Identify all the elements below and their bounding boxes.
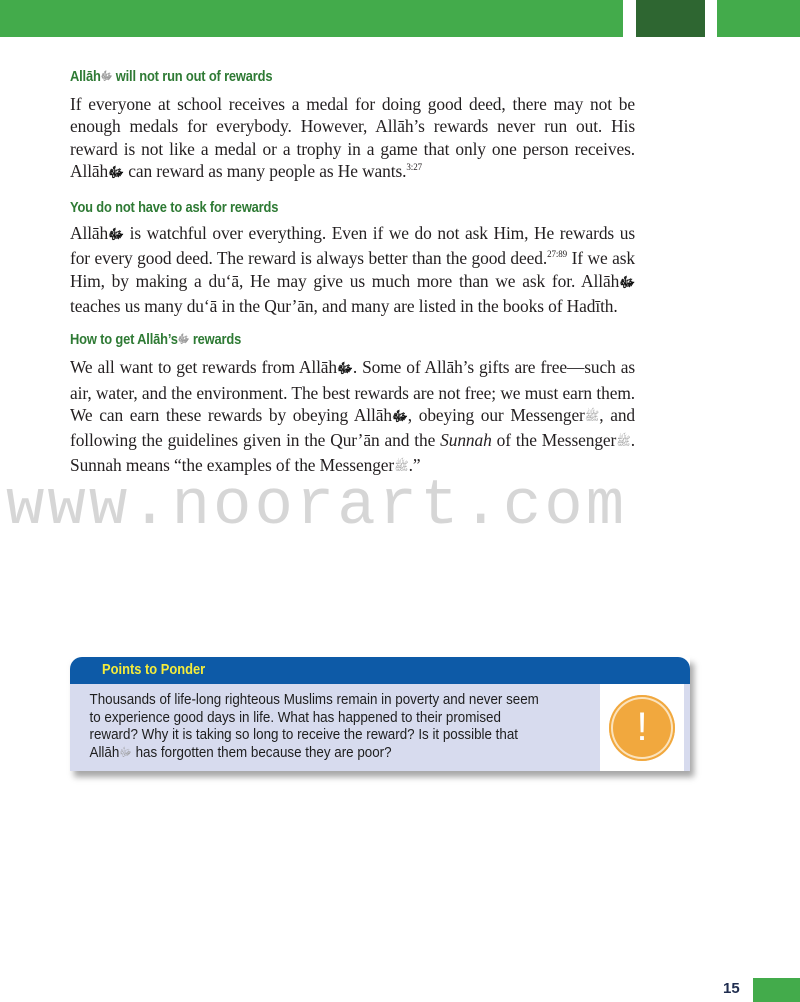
ponder-title: Points to Ponder xyxy=(102,661,206,678)
messenger-honorific-icon: ﷺ xyxy=(394,458,409,473)
section-no-need-to-ask xyxy=(70,199,635,317)
paragraph-text: , obeying our Messenger xyxy=(407,404,585,425)
heading-text: rewards xyxy=(189,331,242,349)
section-heading xyxy=(70,68,556,87)
ponder-body xyxy=(70,684,690,771)
paragraph-text: . Sunnah means “the examples of the Messenger xyxy=(70,430,635,475)
honorific-icon: ﷻ xyxy=(100,69,113,83)
exclamation-icon: ! xyxy=(609,695,675,761)
header-bar-left xyxy=(0,0,623,37)
paragraph-text: . Some of Allāh’s gifts are free—such as air, water, and the environment. The best rewards are not free; we must earn them. We can earn these rewards by obeying Allāh xyxy=(70,357,635,425)
honorific-icon: ﷻ xyxy=(108,228,124,244)
honorific-icon: ﷻ xyxy=(391,409,408,425)
main-content xyxy=(70,68,635,492)
honorific-icon: ﷻ xyxy=(108,165,124,181)
page-tab xyxy=(753,978,800,1002)
heading-text: How to get Allāh’s xyxy=(70,331,178,349)
header-bar-right xyxy=(717,0,800,37)
ponder-icon-panel xyxy=(600,684,684,771)
points-to-ponder-box xyxy=(70,657,690,771)
page-number: 15 xyxy=(723,980,740,997)
messenger-honorific-icon: ﷺ xyxy=(584,408,600,423)
section-paragraph xyxy=(70,93,635,185)
ponder-header xyxy=(70,657,690,684)
header-bar-accent xyxy=(636,0,705,37)
messenger-honorific-icon: ﷺ xyxy=(616,434,631,449)
section-heading: You do not have to ask for rewards xyxy=(70,199,279,217)
heading-text: will not run out of rewards xyxy=(112,68,273,85)
section-paragraph xyxy=(70,222,635,317)
watermark: www.noorart.com xyxy=(6,471,628,543)
honorific-icon: ﷻ xyxy=(177,332,190,347)
paragraph-text: is watchful over everything. Even if we do not ask Him, He rewards us for every good deed. The reward is always better than the good deed. xyxy=(70,223,635,269)
ponder-text-part: has forgotten them because they are poor? xyxy=(131,744,392,761)
ponder-text xyxy=(70,684,563,771)
paragraph-text: .” xyxy=(408,454,421,475)
section-how-to-get xyxy=(70,331,635,477)
section-heading xyxy=(70,331,556,350)
paragraph-text: , and following the guidelines given in the Qur’ān and the xyxy=(70,404,636,451)
paragraph-text: teaches us many du‘ā in the Qur’ān, and many are listed in the books of Hadīth. xyxy=(70,296,618,317)
honorific-icon: ﷻ xyxy=(119,744,132,759)
italic-term: Sunnah xyxy=(440,430,492,451)
paragraph-text: If we ask Him, by making a du‘ā, He may give us much more than we ask for. Allāh xyxy=(70,248,635,291)
quran-reference: 27:89 xyxy=(547,249,568,260)
paragraph-text: of the Messenger xyxy=(491,430,617,451)
quran-reference: 3:27 xyxy=(406,161,423,172)
honorific-icon: ﷻ xyxy=(337,362,353,378)
paragraph-text: If everyone at school receives a medal for doing good deed, there may not be enough medals for everybody. However, Allāh’s rewards never run out. His reward is not like a medal or a trophy in a game that only one person receives. Allāh xyxy=(70,94,635,181)
section-paragraph xyxy=(70,356,635,477)
paragraph-text: Allāh xyxy=(70,223,109,244)
ponder-text-part: Thousands of life-long righteous Muslims remain in poverty and never seem to experience good days in life. What has happened to their promised reward? Why it is taking so long to receive the reward? Is it possible that Allāh xyxy=(89,692,539,761)
honorific-icon: ﷻ xyxy=(619,275,635,291)
paragraph-text: We all want to get rewards from Allāh xyxy=(70,357,338,378)
paragraph-text: can reward as many people as He wants. xyxy=(123,160,407,181)
heading-text: Allāh xyxy=(70,68,101,85)
section-no-run-out xyxy=(70,68,635,185)
